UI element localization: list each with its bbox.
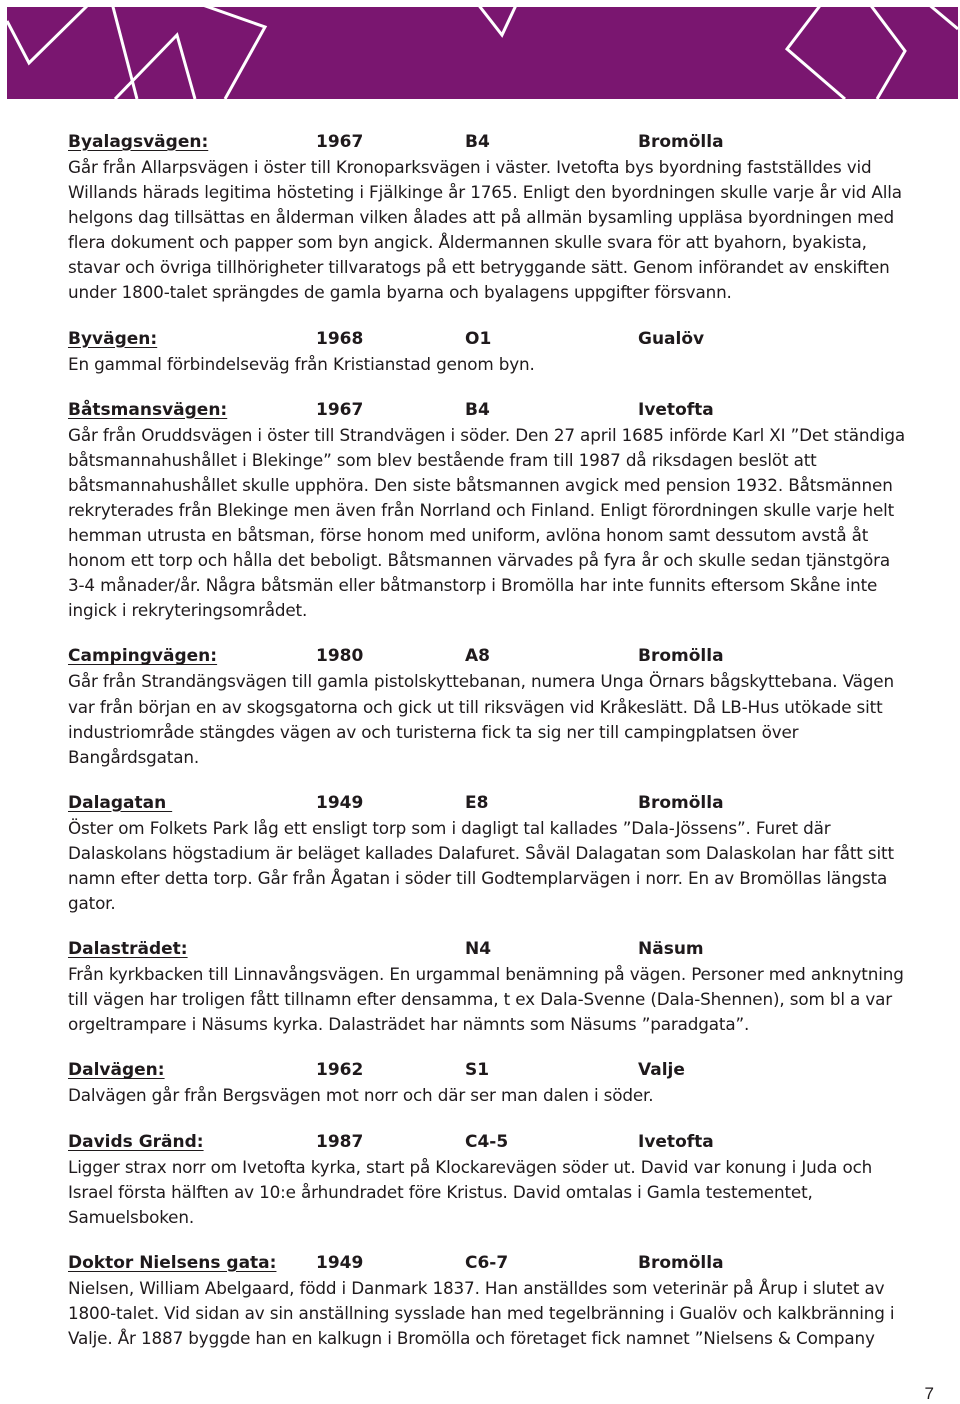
page-number: 7 — [924, 1384, 934, 1403]
street-name: Campingvägen: — [68, 646, 218, 667]
street-area: Bromölla — [638, 792, 724, 813]
entry-header — [68, 1251, 908, 1276]
entry-header — [68, 130, 908, 155]
street-description: Ligger strax norr om Ivetofta kyrka, start på Klockarevägen söder ut. David var konung i Juda och Israel första hälften av 10:e århundradet före Kristus. David omtalas i Gamla testementet, Samuelsboken. — [68, 1156, 873, 1227]
street-entry — [68, 1058, 908, 1108]
entry-header — [68, 644, 908, 669]
entry-header — [68, 937, 908, 962]
entry-header — [68, 398, 908, 423]
street-name: Davids Gränd: — [68, 1131, 204, 1152]
street-area: Näsum — [638, 939, 704, 960]
entry-header — [68, 791, 908, 816]
street-name: Doktor Nielsens gata: — [68, 1252, 277, 1273]
map-grid-ref: N4 — [465, 939, 492, 960]
street-entry — [68, 1251, 908, 1351]
map-grid-ref: S1 — [465, 1060, 490, 1081]
street-entry — [68, 327, 908, 377]
street-description: En gammal förbindelseväg från Kristianstad genom byn. — [68, 353, 535, 374]
map-grid-ref: A8 — [465, 646, 490, 667]
street-entry — [68, 1130, 908, 1230]
header-banner — [7, 7, 958, 99]
street-year: 1968 — [316, 328, 364, 349]
map-grid-ref: C4-5 — [465, 1131, 509, 1152]
banner-line-decoration — [7, 7, 958, 99]
street-area: Ivetofta — [638, 1131, 714, 1152]
street-area: Valje — [638, 1060, 685, 1081]
street-name: Dalasträdet: — [68, 939, 188, 960]
street-name: Dalvägen: — [68, 1060, 165, 1081]
street-area: Bromölla — [638, 132, 724, 152]
street-year: 1980 — [316, 646, 364, 667]
street-register — [68, 130, 908, 1372]
entry-header — [68, 1058, 908, 1083]
entry-header — [68, 1130, 908, 1155]
street-area: Bromölla — [638, 646, 724, 667]
street-description: Nielsen, William Abelgaard, född i Danmark 1837. Han anställdes som veterinär på Årup i slutet av 1800-talet. Vid sidan av sin anställning sysslade han med tegelbränning i Gualöv och kalkbränning i Valje. År 1887 byggde han en kalkugn i Bromölla och företaget fick namnet ”Nielsens & Company — [68, 1277, 895, 1348]
street-entry — [68, 398, 908, 624]
street-entry — [68, 791, 908, 916]
map-grid-ref: B4 — [465, 132, 490, 152]
street-year: 1967 — [316, 399, 364, 420]
street-name: Byvägen: — [68, 328, 158, 349]
street-description: Dalvägen går från Bergsvägen mot norr och där ser man dalen i söder. — [68, 1085, 654, 1106]
street-name: Byalagsvägen: — [68, 132, 209, 152]
street-year: 1949 — [316, 792, 364, 813]
street-description: Från kyrkbacken till Linnavångsvägen. En urgammal benämning på vägen. Personer med anknytning till vägen har troligen fått tillnamn efter densamma, t ex Dala-Svenne (Dala-Shennen), som bl a var orgeltrampare i Näsums kyrka. Dalasträdet har nämnts som Näsums ”paradgata”. — [68, 964, 904, 1035]
street-year: 1962 — [316, 1060, 364, 1081]
street-description: Går från Strandängsvägen till gamla pistolskyttebanan, numera Unga Örnars bågskyttebana. Vägen var från början en av skogsgatorna och gick ut till riksvägen vid Kråkeslätt. Då LB-Hus utökade sitt industriområde stängdes vägen av och turisterna fick ta sig ner till campingplatsen över Bangårdsgatan. — [68, 671, 894, 767]
map-grid-ref: E8 — [465, 792, 489, 813]
street-year: 1987 — [316, 1131, 364, 1152]
street-area: Ivetofta — [638, 399, 714, 420]
street-name: Dalagatan — [68, 792, 173, 813]
map-grid-ref: C6-7 — [465, 1252, 509, 1273]
street-description: Öster om Folkets Park låg ett ensligt torp som i dagligt tal kallades ”Dala-Jössens”. Furet där Dalaskolans högstadium är beläget kallades Dalafuret. Såväl Dalagatan som Dalaskolan har fått sitt namn efter detta torp. Går från Ågatan i söder till Godtemplarvägen i norr. En av Bromöllas längsta gator. — [68, 817, 894, 914]
street-entry — [68, 130, 908, 306]
street-description: Går från Allarpsvägen i öster till Kronoparksvägen i väster. Ivetofta bys byordning fastställdes vid Willands härads legitima hösteting i Fjälkinge år 1765. Enligt den byordningen skulle varje år vid Alla helgons dag tillsättas en ålderman vilken ålades att på allmän bysamling uppläsa byordningen med flera dokument och papper som byn angick. Åldermannen skulle svara för att byahorn, byakista, stavar och övriga tillhörigheter tillvaratogs på ett betryggande sätt. Genom införandet av enskiften under 1800-talet sprängdes de gamla byarna och byalagens uppgifter försvann. — [68, 157, 902, 303]
street-area: Bromölla — [638, 1252, 724, 1273]
street-year: 1949 — [316, 1252, 364, 1273]
entry-header — [68, 327, 908, 352]
street-year: 1967 — [316, 132, 364, 152]
street-description: Går från Oruddsvägen i öster till Strandvägen i söder. Den 27 april 1685 införde Karl XI ”Det ständiga båtsmannahushållet i Blekinge” som blev bestående fram till 1987 då riksdagen beslöt att båtsmannahushållet skulle upphöra. Den siste båtsmannen avgick med pension 1932. Båtsmännen rekryterades från Blekinge men även från Norrland och Finland. Enligt förordningen skulle varje helt hemman utrusta en båtsman, förse honom med uniform, avlöna honom samt dessutom avstå åt honom ett torp och hålla det beboligt. Båtsmannen värvades på fyra år och skulle sedan tjänstgöra 3-4 månader/år. Några båtsmän eller båtmanstorp i Bromölla har inte funnits eftersom Skåne inte ingick i rekryteringsområdet. — [68, 424, 905, 621]
street-entry — [68, 644, 908, 769]
street-area: Gualöv — [638, 328, 705, 349]
map-grid-ref: O1 — [465, 328, 492, 349]
map-grid-ref: B4 — [465, 399, 490, 420]
street-entry — [68, 937, 908, 1037]
street-name: Båtsmansvägen: — [68, 399, 228, 420]
